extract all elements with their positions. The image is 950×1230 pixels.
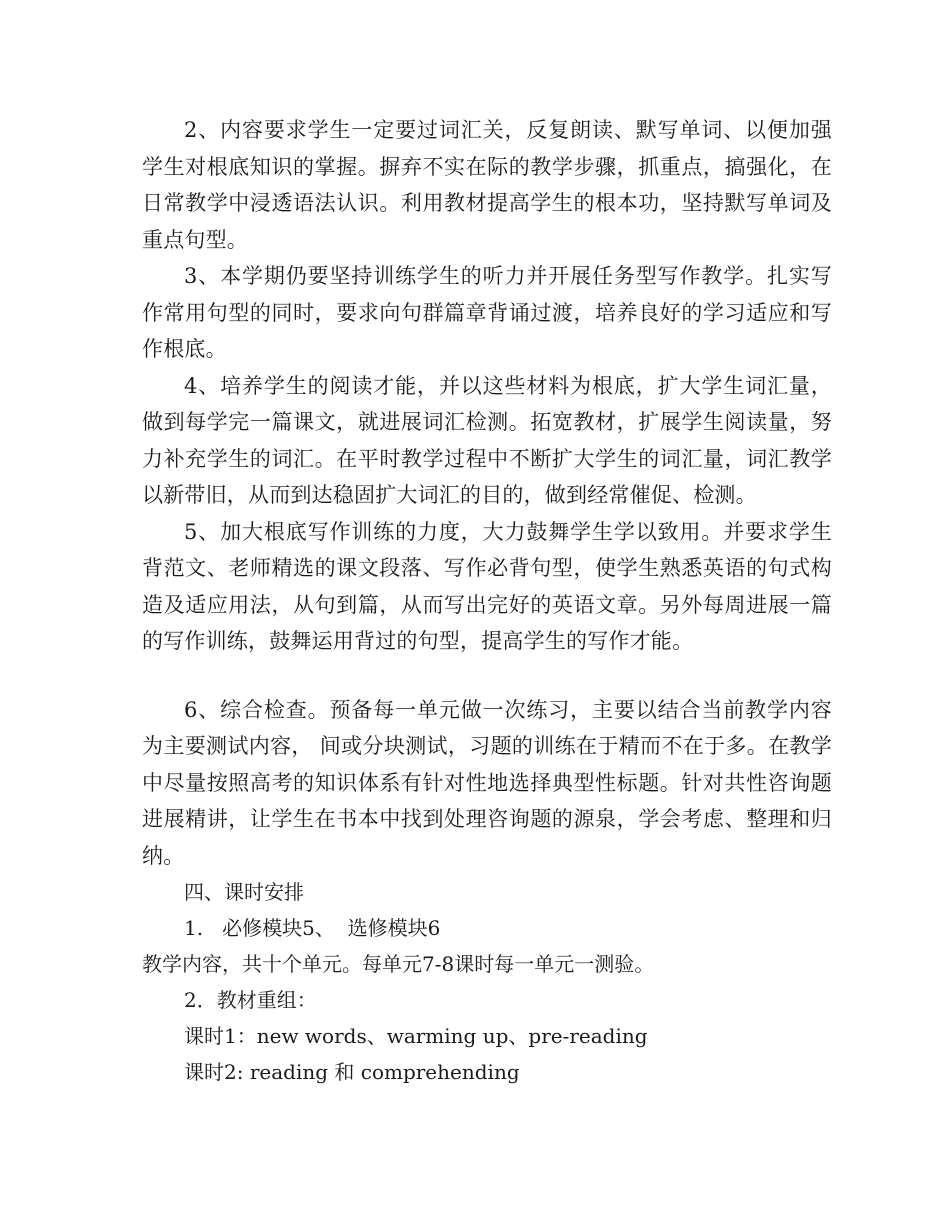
paragraph-2: 2、内容要求学生一定要过词汇关，反复朗读、默写单词、以便加强学生对根底知识的掌握。摒弃不实在际的教学步骤，抓重点，搞强化，在日常教学中浸透语法认识。利用教材提高学生的根本功，坚持默写单词及重点句型。 bbox=[142, 118, 832, 252]
paragraph-gap bbox=[142, 660, 832, 692]
list-item-1: 1. 必修模块5、 选修模块6 bbox=[184, 916, 441, 940]
list-item-1-description: 教学内容，共十个单元。每单元7-8课时每一单元一测验。 bbox=[142, 952, 655, 976]
lesson-line-2: 课时2: reading 和 comprehending bbox=[184, 1060, 520, 1084]
paragraph-3: 3、本学期仍要坚持训练学生的听力并开展任务型写作教学。扎实写作常用句型的同时，要求向句群篇章背诵过渡，培养良好的学习适应和写作根底。 bbox=[142, 264, 832, 361]
document-body bbox=[142, 112, 832, 1090]
lesson-line-1: 课时1：new words、warming up、pre-reading bbox=[184, 1024, 648, 1048]
paragraph-6: 6、综合检查。预备每一单元做一次练习，主要以结合当前教学内容为主要测试内容， 间或分块测试，习题的训练在于精而不在于多。在教学中尽量按照高考的知识体系有针对性地选择典型性标题。针对共性咨询题进展精讲，让学生在书本中找到处理咨询题的源泉，学会考虑、整理和归纳。 bbox=[142, 697, 832, 868]
paragraph-5: 5、加大根底写作训练的力度，大力鼓舞学生学以致用。并要求学生背范文、老师精选的课文段落、写作必背句型，使学生熟悉英语的句式构造及适应用法，从句到篇，从而写出完好的英语文章。另外每周进展一篇的写作训练，鼓舞运用背过的句型，提高学生的写作才能。 bbox=[142, 519, 832, 653]
section-heading: 四、课时安排 bbox=[184, 880, 304, 904]
paragraph-4: 4、培养学生的阅读才能，并以这些材料为根底，扩大学生词汇量，做到每学完一篇课文，就进展词汇检测。拓宽教材，扩展学生阅读量，努力补充学生的词汇。在平时教学过程中不断扩大学生的词汇量，词汇教学以新带旧，从而到达稳固扩大词汇的目的，做到经常催促、检测。 bbox=[142, 373, 832, 507]
list-item-2: 2．教材重组： bbox=[184, 988, 317, 1012]
